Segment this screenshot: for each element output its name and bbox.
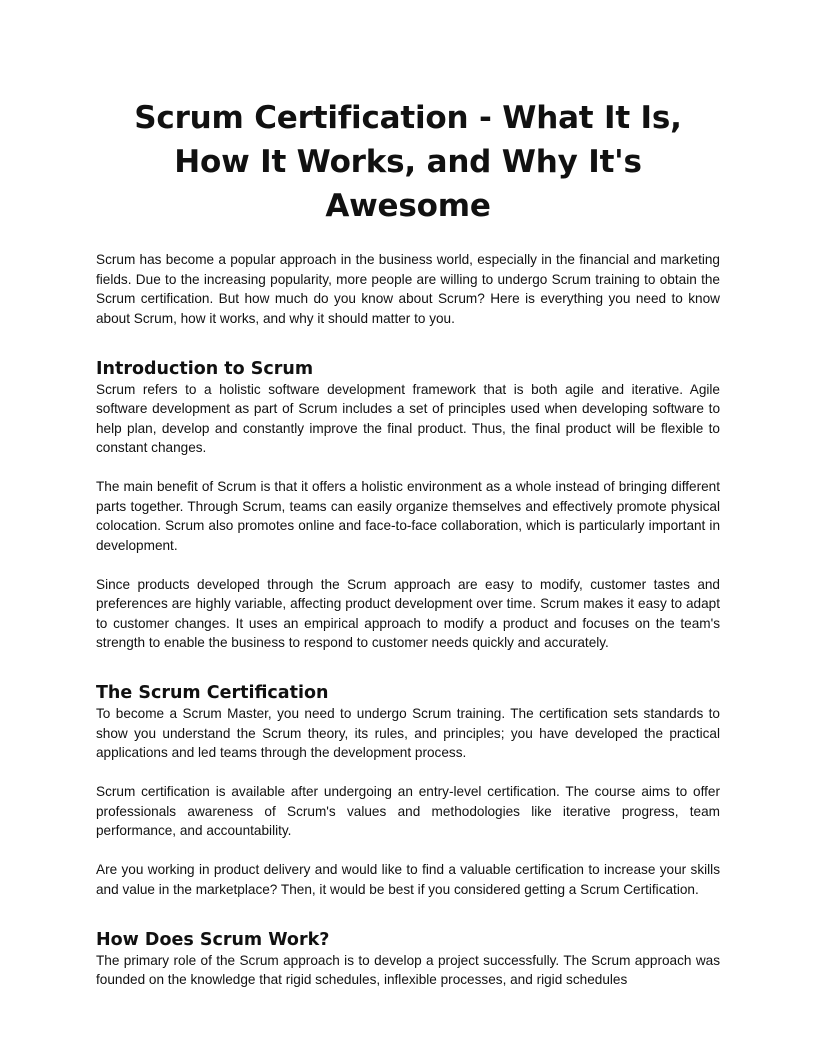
paragraph-spacer bbox=[96, 328, 720, 348]
section-heading-certification: The Scrum Certification bbox=[96, 683, 329, 703]
document-title: Scrum Certification - What It Is, How It Works, and Why It's Awesome bbox=[134, 100, 682, 224]
section-paragraph: The main benefit of Scrum is that it offers a holistic environment as a whole instead of bringing different parts together. Through Scrum, teams can easily organize themselves and effectively promote physical colocation. Scrum also promotes online and face-to-face collaboration, which is particularly important in development. bbox=[96, 479, 720, 553]
paragraph-spacer bbox=[96, 899, 720, 919]
paragraph-spacer bbox=[96, 458, 720, 478]
section-paragraph: Scrum certification is available after undergoing an entry-level certification. The course aims to offer professionals awareness of Scrum's values and methodologies like iterative progress, team performance, and accountability. bbox=[96, 784, 720, 838]
intro-paragraph: Scrum has become a popular approach in the business world, especially in the financial and marketing fields. Due to the increasing popularity, more people are willing to undergo Scrum training to obtain the Scrum certification. But how much do you know about Scrum? Here is everything you need to know about Scrum, how it works, and why it should matter to you. bbox=[96, 252, 720, 326]
paragraph-spacer bbox=[96, 555, 720, 575]
section-heading-how-it-works: How Does Scrum Work? bbox=[96, 929, 330, 950]
document-page bbox=[96, 96, 720, 990]
section-paragraph: The primary role of the Scrum approach is to develop a project successfully. The Scrum approach was founded on the knowledge that rigid schedules, inflexible processes, and rigid schedules bbox=[96, 952, 720, 987]
section-heading-introduction: Introduction to Scrum bbox=[96, 358, 314, 379]
section-paragraph: Since products developed through the Scrum approach are easy to modify, customer tastes and preferences are highly variable, affecting product development over time. Scrum makes it easy to adapt to customer changes. It uses an empirical approach to modify a product and focuses on the team's strength to enable the business to respond to customer needs quickly and accurately. bbox=[96, 576, 720, 650]
section-paragraph: To become a Scrum Master, you need to undergo Scrum training. The certification sets standards to show you understand the Scrum theory, its rules, and principles; you have developed the practical applications and led teams through the development process. bbox=[96, 706, 720, 760]
section-paragraph: Scrum refers to a holistic software development framework that is both agile and iterative. Agile software development as part of Scrum includes a set of principles used when developing software to help plan, develop and constantly improve the final product. Thus, the final product will be flexible to constant changes. bbox=[96, 381, 720, 455]
page-bottom-clip bbox=[96, 951, 720, 990]
section-paragraph: Are you working in product delivery and would like to find a valuable certification to increase your skills and value in the marketplace? Then, it would be best if you considered getting a Scrum Certification. bbox=[96, 862, 720, 897]
paragraph-spacer bbox=[96, 763, 720, 783]
paragraph-spacer bbox=[96, 841, 720, 861]
paragraph-spacer bbox=[96, 653, 720, 673]
